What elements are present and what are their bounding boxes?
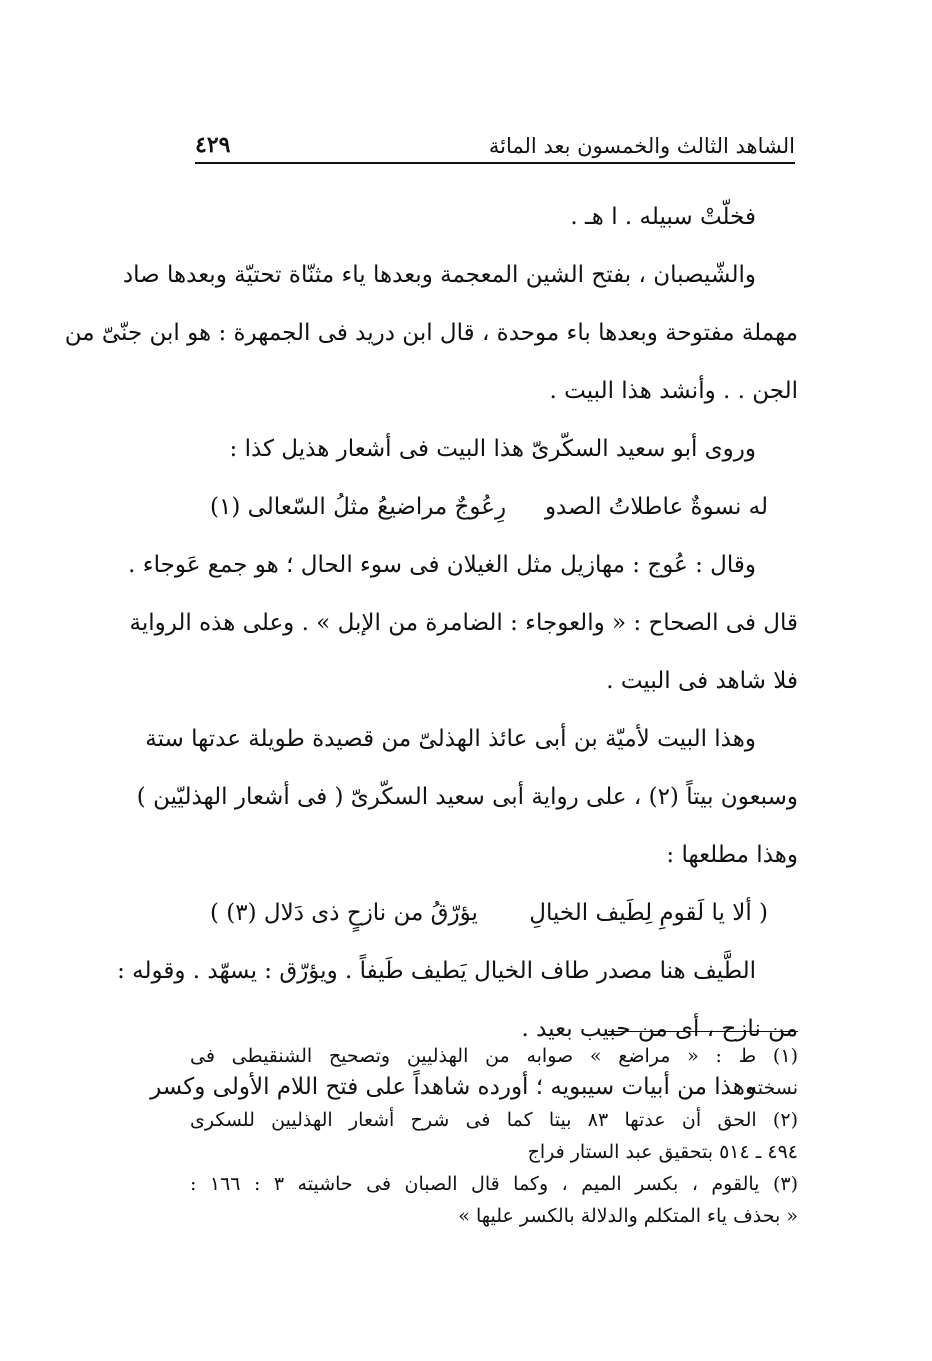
- text-line: وروى أبو سعيد السكّرىّ هذا البيت فى أشعار هذيل كذا :: [229, 436, 756, 462]
- text-line: قال فى الصحاح : « والعوجاء : الضامرة من الإبل » . وعلى هذه الرواية: [129, 610, 798, 636]
- verse-line: [190, 884, 798, 942]
- text-line: فلا شاهد فى البيت .: [606, 668, 798, 694]
- text-line: وهذا من أبيات سيبويه ؛ أورده شاهداً على فتح اللام الأولى وكسر: [150, 1074, 756, 1100]
- footnote-line: (٣) يالقوم ، بكسر الميم ، وكما قال الصبان فى حاشيته ٣ : ١٦٦ :: [190, 1173, 799, 1195]
- footnote-line: ٤٩٤ ـ ٥١٤ بتحقيق عبد الستار فراج: [527, 1141, 798, 1163]
- footnote-line: « بحذف ياء المتكلم والدلالة بالكسر عليها »: [458, 1205, 798, 1227]
- text-line: وهذا البيت لأميّة بن أبى عائذ الهذلىّ من قصيدة طويلة عدتها ستة: [145, 726, 756, 752]
- text-line: الجن . . وأنشد هذا البيت .: [549, 378, 798, 404]
- text-line: الطَّيف هنا مصدر طاف الخيال يَطيف طَيفاً . ويؤرّق : يسهّد . وقوله :: [117, 958, 756, 984]
- text-line: مهملة مفتوحة وبعدها باء موحدة ، قال ابن دريد فى الجمهرة : هو ابن جنّىّ من: [64, 320, 798, 346]
- text-line: فخلّتْ سبيله . ا هـ .: [570, 204, 756, 230]
- verse-hemistich-right: له نسوةٌ عاطلاتُ الصدو: [544, 494, 768, 520]
- verse-line: [190, 478, 798, 536]
- footnote-line: (١) ط : « مراضع » صوابه من الهذليين وتصحيح الشنقيطى فى: [190, 1045, 798, 1067]
- main-text: [64, 188, 798, 1116]
- footnote-separator: [608, 1031, 798, 1032]
- verse-hemistich-right: ( ألا يا لَقومِ لِطَيف الخيالِ: [529, 900, 768, 926]
- text-line: وسبعون بيتاً (٢) ، على رواية أبى سعيد السكّرىّ ( فى أشعار الهذليّين ): [136, 784, 798, 810]
- page-number: ٤٢٩: [195, 132, 231, 158]
- text-line: من نازح ، أى من حبيب بعيد .: [521, 1016, 798, 1042]
- text-line: وقال : عُوج : مهازيل مثل الغيلان فى سوء الحال ؛ هو جمع عَوجاء .: [128, 552, 756, 578]
- text-line: وهذا مطلعها :: [666, 842, 798, 868]
- footnotes: [150, 1040, 799, 1232]
- footnote-line: نسخته: [747, 1077, 798, 1099]
- running-header: [195, 118, 795, 164]
- text-line: والشّيصبان ، بفتح الشين المعجمة وبعدها ياء مثنّاة تحتيّة وبعدها صاد: [122, 262, 756, 288]
- verse-hemistich-left: يؤرّقُ من نازحٍ ذى دَلال (٣) ): [210, 900, 478, 926]
- footnote-line: (٢) الحق أن عدتها ٨٣ بيتا كما فى شرح أشعار الهذليين للسكرى: [190, 1109, 798, 1131]
- verse-hemistich-left: رِعُوجٌ مراضيعُ مثلُ السّعالى (١): [210, 494, 507, 520]
- header-title: الشاهد الثالث والخمسون بعد المائة: [488, 134, 795, 158]
